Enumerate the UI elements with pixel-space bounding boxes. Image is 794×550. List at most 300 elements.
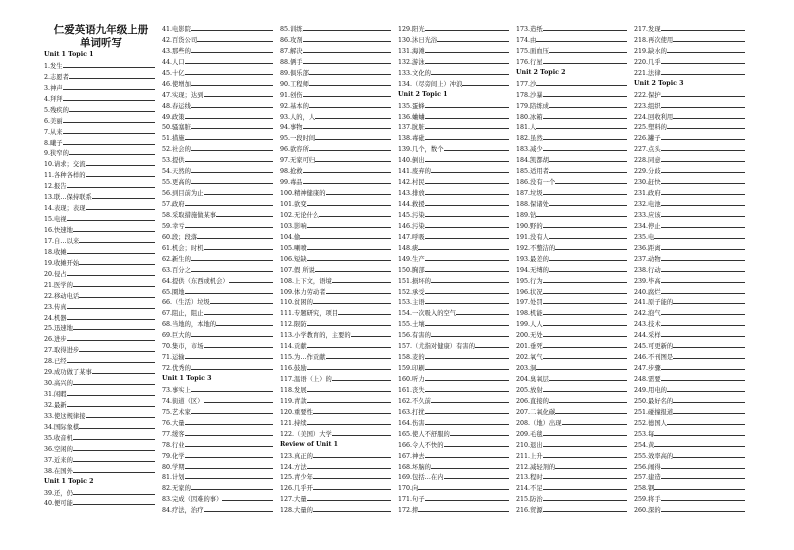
- answer-blank[interactable]: [425, 254, 509, 261]
- answer-blank[interactable]: [315, 133, 391, 140]
- answer-blank[interactable]: [73, 280, 155, 287]
- answer-blank[interactable]: [661, 462, 745, 469]
- answer-blank[interactable]: [67, 334, 155, 341]
- answer-blank[interactable]: [661, 254, 745, 261]
- answer-blank[interactable]: [555, 177, 627, 184]
- answer-blank[interactable]: [425, 287, 509, 294]
- answer-blank[interactable]: [549, 46, 627, 53]
- answer-blank[interactable]: [303, 166, 391, 173]
- answer-blank[interactable]: [303, 177, 391, 184]
- answer-blank[interactable]: [191, 166, 273, 173]
- answer-blank[interactable]: [185, 462, 273, 469]
- answer-blank[interactable]: [661, 319, 745, 326]
- vocab-label: 159.印刷: [398, 365, 425, 373]
- answer-blank[interactable]: [307, 396, 391, 403]
- answer-blank[interactable]: [543, 385, 627, 392]
- answer-blank[interactable]: [67, 389, 155, 396]
- answer-blank[interactable]: [673, 396, 745, 403]
- answer-blank[interactable]: [197, 232, 273, 239]
- answer-blank[interactable]: [307, 243, 391, 250]
- answer-blank[interactable]: [326, 188, 391, 195]
- vocab-item: [398, 232, 512, 243]
- vocab-item: [162, 276, 276, 287]
- answer-blank[interactable]: [191, 79, 273, 86]
- answer-blank[interactable]: [309, 68, 391, 75]
- vocab-label: 117.温语（上）的: [280, 376, 332, 383]
- answer-blank[interactable]: [543, 188, 627, 195]
- answer-blank[interactable]: [431, 68, 509, 75]
- vocab-label: 12.报告: [44, 183, 67, 191]
- answer-blank[interactable]: [667, 418, 745, 425]
- answer-blank[interactable]: [332, 429, 391, 436]
- vocab-label: 55.更高的: [162, 179, 191, 187]
- answer-blank[interactable]: [67, 269, 155, 276]
- answer-blank[interactable]: [425, 265, 509, 272]
- answer-blank[interactable]: [313, 472, 391, 479]
- answer-blank[interactable]: [92, 192, 155, 199]
- answer-blank[interactable]: [673, 451, 745, 458]
- answer-blank[interactable]: [191, 385, 273, 392]
- answer-blank[interactable]: [313, 297, 391, 304]
- vocab-label: 174.由: [516, 36, 537, 44]
- vocab-label: 102.无论什么: [280, 211, 320, 219]
- answer-blank[interactable]: [313, 407, 391, 414]
- answer-blank[interactable]: [351, 330, 391, 337]
- answer-blank[interactable]: [425, 199, 509, 206]
- answer-blank[interactable]: [191, 24, 273, 31]
- answer-blank[interactable]: [300, 232, 391, 239]
- answer-blank[interactable]: [462, 79, 509, 86]
- answer-blank[interactable]: [73, 444, 155, 451]
- vocab-item: [162, 188, 276, 199]
- answer-blank[interactable]: [543, 287, 627, 294]
- answer-blank[interactable]: [444, 472, 509, 479]
- answer-blank[interactable]: [661, 374, 745, 381]
- answer-blank[interactable]: [549, 199, 627, 206]
- answer-blank[interactable]: [549, 265, 627, 272]
- answer-blank[interactable]: [73, 498, 155, 505]
- vocab-item: [634, 429, 748, 440]
- vocab-item: [162, 166, 276, 177]
- answer-blank[interactable]: [67, 313, 155, 320]
- answer-blank[interactable]: [185, 133, 273, 140]
- answer-blank[interactable]: [536, 210, 627, 217]
- vocab-item: [280, 122, 394, 133]
- answer-blank[interactable]: [425, 133, 509, 140]
- vocab-label: 137.肮脏: [398, 124, 425, 132]
- answer-blank[interactable]: [191, 101, 273, 108]
- answer-blank[interactable]: [661, 133, 745, 140]
- answer-blank[interactable]: [210, 297, 273, 304]
- vocab-label: 181.人: [516, 124, 537, 132]
- vocab-label: 139.几个，数个: [398, 146, 444, 154]
- answer-blank[interactable]: [661, 221, 745, 228]
- answer-blank[interactable]: [661, 276, 745, 283]
- answer-blank[interactable]: [425, 188, 509, 195]
- answer-blank[interactable]: [303, 57, 391, 64]
- answer-blank[interactable]: [661, 494, 745, 501]
- answer-blank[interactable]: [425, 494, 509, 501]
- answer-blank[interactable]: [661, 308, 745, 315]
- vocab-label: 234.停止: [634, 222, 661, 230]
- answer-blank[interactable]: [67, 400, 155, 407]
- answer-blank[interactable]: [326, 352, 391, 359]
- answer-blank[interactable]: [307, 462, 391, 469]
- answer-blank[interactable]: [661, 144, 745, 151]
- answer-blank[interactable]: [549, 101, 627, 108]
- answer-blank[interactable]: [73, 433, 155, 440]
- answer-blank[interactable]: [444, 144, 509, 151]
- answer-blank[interactable]: [185, 68, 273, 75]
- answer-blank[interactable]: [204, 308, 273, 315]
- answer-blank[interactable]: [86, 203, 155, 210]
- vocab-item: [280, 396, 394, 407]
- answer-blank[interactable]: [86, 170, 155, 177]
- answer-blank[interactable]: [309, 101, 391, 108]
- answer-blank[interactable]: [313, 483, 391, 490]
- answer-blank[interactable]: [191, 254, 273, 261]
- answer-blank[interactable]: [185, 472, 273, 479]
- answer-blank[interactable]: [654, 440, 745, 447]
- answer-blank[interactable]: [92, 367, 155, 374]
- answer-blank[interactable]: [425, 352, 509, 359]
- answer-blank[interactable]: [549, 232, 627, 239]
- answer-blank[interactable]: [543, 276, 627, 283]
- vocab-label: 27.取得进步: [44, 347, 80, 355]
- answer-blank[interactable]: [661, 155, 745, 162]
- answer-blank[interactable]: [543, 341, 627, 348]
- vocab-item: [280, 199, 394, 210]
- answer-blank[interactable]: [425, 46, 509, 53]
- answer-blank[interactable]: [661, 243, 745, 250]
- answer-blank[interactable]: [425, 122, 509, 129]
- answer-blank[interactable]: [307, 385, 391, 392]
- answer-blank[interactable]: [425, 418, 509, 425]
- answer-blank[interactable]: [86, 411, 155, 418]
- vocab-label: 227.点头: [634, 146, 661, 154]
- answer-blank[interactable]: [67, 247, 155, 254]
- answer-blank[interactable]: [204, 505, 273, 512]
- answer-blank[interactable]: [204, 243, 273, 250]
- answer-blank[interactable]: [332, 276, 391, 283]
- answer-blank[interactable]: [63, 94, 155, 101]
- answer-blank[interactable]: [73, 455, 155, 462]
- vocab-label: 131.海滩: [398, 47, 425, 55]
- answer-blank[interactable]: [319, 210, 391, 217]
- answer-blank[interactable]: [543, 221, 627, 228]
- answer-blank[interactable]: [543, 505, 627, 512]
- answer-blank[interactable]: [204, 90, 273, 97]
- answer-blank[interactable]: [191, 177, 273, 184]
- answer-blank[interactable]: [307, 221, 391, 228]
- answer-blank[interactable]: [673, 297, 745, 304]
- answer-blank[interactable]: [536, 79, 627, 86]
- answer-blank[interactable]: [673, 341, 745, 348]
- answer-blank[interactable]: [303, 24, 391, 31]
- answer-blank[interactable]: [661, 265, 745, 272]
- answer-blank[interactable]: [425, 374, 509, 381]
- answer-blank[interactable]: [338, 308, 391, 315]
- answer-blank[interactable]: [425, 112, 509, 119]
- answer-blank[interactable]: [661, 330, 745, 337]
- answer-blank[interactable]: [418, 483, 509, 490]
- vocab-label: 155.土壤: [398, 321, 425, 329]
- vocab-item: [280, 144, 394, 155]
- answer-blank[interactable]: [326, 287, 391, 294]
- answer-blank[interactable]: [303, 46, 391, 53]
- answer-blank[interactable]: [307, 341, 391, 348]
- answer-blank[interactable]: [425, 24, 509, 31]
- answer-blank[interactable]: [673, 352, 745, 359]
- answer-blank[interactable]: [673, 35, 745, 42]
- page-subtitle: 单词听写: [80, 37, 122, 49]
- answer-blank[interactable]: [543, 451, 627, 458]
- answer-blank[interactable]: [543, 90, 627, 97]
- vocab-label: 34.国际象棋: [44, 423, 80, 431]
- answer-blank[interactable]: [216, 319, 273, 326]
- answer-blank[interactable]: [67, 356, 155, 363]
- answer-blank[interactable]: [185, 429, 273, 436]
- answer-blank[interactable]: [191, 122, 273, 129]
- answer-blank[interactable]: [229, 276, 273, 283]
- vocab-item: [398, 265, 512, 276]
- vocab-label: 115.为…作贡献: [280, 354, 326, 362]
- answer-blank[interactable]: [185, 199, 273, 206]
- vocab-item: [398, 308, 512, 319]
- answer-blank[interactable]: [661, 210, 745, 217]
- answer-blank[interactable]: [425, 210, 509, 217]
- answer-blank[interactable]: [191, 144, 273, 151]
- answer-blank[interactable]: [555, 407, 627, 414]
- answer-blank[interactable]: [73, 466, 155, 473]
- vocab-item: [44, 170, 158, 181]
- answer-blank[interactable]: [543, 144, 627, 151]
- answer-blank[interactable]: [307, 363, 391, 370]
- answer-blank[interactable]: [654, 429, 745, 436]
- answer-blank[interactable]: [185, 112, 273, 119]
- answer-blank[interactable]: [661, 472, 745, 479]
- answer-blank[interactable]: [444, 440, 509, 447]
- answer-blank[interactable]: [431, 462, 509, 469]
- answer-blank[interactable]: [204, 188, 273, 195]
- answer-blank[interactable]: [425, 319, 509, 326]
- answer-blank[interactable]: [204, 396, 273, 403]
- answer-blank[interactable]: [543, 440, 627, 447]
- answer-blank[interactable]: [313, 451, 391, 458]
- answer-blank[interactable]: [67, 181, 155, 188]
- answer-blank[interactable]: [431, 276, 509, 283]
- answer-blank[interactable]: [69, 105, 155, 112]
- answer-blank[interactable]: [185, 451, 273, 458]
- answer-blank[interactable]: [222, 494, 273, 501]
- answer-blank[interactable]: [425, 221, 509, 228]
- answer-blank[interactable]: [303, 35, 391, 42]
- answer-blank[interactable]: [425, 451, 509, 458]
- answer-blank[interactable]: [536, 35, 627, 42]
- answer-blank[interactable]: [456, 308, 509, 315]
- answer-blank[interactable]: [79, 236, 155, 243]
- answer-blank[interactable]: [315, 155, 391, 162]
- answer-blank[interactable]: [536, 363, 627, 370]
- answer-blank[interactable]: [315, 265, 391, 272]
- answer-blank[interactable]: [673, 407, 745, 414]
- answer-blank[interactable]: [667, 122, 745, 129]
- answer-blank[interactable]: [549, 155, 627, 162]
- answer-blank[interactable]: [185, 221, 273, 228]
- answer-blank[interactable]: [185, 57, 273, 64]
- answer-blank[interactable]: [191, 265, 273, 272]
- answer-blank[interactable]: [450, 429, 509, 436]
- vocab-item: [516, 341, 630, 352]
- vocab-label: 211.上升: [516, 452, 543, 460]
- answer-blank[interactable]: [307, 199, 391, 206]
- answer-blank[interactable]: [543, 352, 627, 359]
- answer-blank[interactable]: [661, 199, 745, 206]
- answer-blank[interactable]: [185, 418, 273, 425]
- answer-blank[interactable]: [667, 385, 745, 392]
- answer-blank[interactable]: [63, 127, 155, 134]
- answer-blank[interactable]: [73, 225, 155, 232]
- answer-blank[interactable]: [549, 166, 627, 173]
- answer-blank[interactable]: [185, 155, 273, 162]
- answer-blank[interactable]: [307, 494, 391, 501]
- answer-blank[interactable]: [661, 166, 745, 173]
- answer-blank[interactable]: [661, 90, 745, 97]
- answer-blank[interactable]: [661, 177, 745, 184]
- answer-blank[interactable]: [191, 330, 273, 337]
- answer-blank[interactable]: [204, 341, 273, 348]
- answer-blank[interactable]: [543, 308, 627, 315]
- answer-blank[interactable]: [543, 133, 627, 140]
- answer-blank[interactable]: [425, 407, 509, 414]
- answer-blank[interactable]: [543, 472, 627, 479]
- answer-blank[interactable]: [536, 122, 627, 129]
- answer-blank[interactable]: [543, 494, 627, 501]
- vocab-item: [634, 144, 748, 155]
- answer-blank[interactable]: [661, 57, 745, 64]
- answer-blank[interactable]: [191, 363, 273, 370]
- answer-blank[interactable]: [661, 287, 745, 294]
- answer-blank[interactable]: [303, 90, 391, 97]
- answer-blank[interactable]: [549, 374, 627, 381]
- answer-blank[interactable]: [309, 79, 391, 86]
- answer-blank[interactable]: [313, 505, 391, 512]
- answer-blank[interactable]: [437, 35, 509, 42]
- answer-blank[interactable]: [425, 57, 509, 64]
- answer-blank[interactable]: [549, 254, 627, 261]
- answer-blank[interactable]: [63, 138, 155, 145]
- answer-blank[interactable]: [543, 297, 627, 304]
- answer-blank[interactable]: [79, 422, 155, 429]
- answer-blank[interactable]: [418, 243, 509, 250]
- answer-blank[interactable]: [303, 122, 391, 129]
- answer-blank[interactable]: [191, 46, 273, 53]
- answer-blank[interactable]: [332, 374, 391, 381]
- answer-blank[interactable]: [555, 462, 627, 469]
- vocab-item: [44, 422, 158, 433]
- answer-blank[interactable]: [543, 24, 627, 31]
- vocab-item: [280, 112, 394, 123]
- answer-blank[interactable]: [431, 396, 509, 403]
- answer-blank[interactable]: [654, 232, 745, 239]
- answer-blank[interactable]: [185, 287, 273, 294]
- answer-blank[interactable]: [425, 177, 509, 184]
- answer-blank[interactable]: [543, 483, 627, 490]
- answer-blank[interactable]: [431, 330, 509, 337]
- vocab-item: [162, 243, 276, 254]
- answer-blank[interactable]: [431, 166, 509, 173]
- answer-blank[interactable]: [63, 83, 155, 90]
- vocab-label: 114.贡献: [280, 343, 307, 351]
- answer-blank[interactable]: [69, 148, 155, 155]
- answer-blank[interactable]: [661, 363, 745, 370]
- answer-blank[interactable]: [79, 291, 155, 298]
- answer-blank[interactable]: [667, 46, 745, 53]
- answer-blank[interactable]: [307, 254, 391, 261]
- vocab-label: 13.联…保持联系: [44, 194, 92, 202]
- answer-blank[interactable]: [79, 345, 155, 352]
- answer-blank[interactable]: [661, 101, 745, 108]
- answer-blank[interactable]: [63, 61, 155, 68]
- vocab-item: [516, 166, 630, 177]
- answer-blank[interactable]: [191, 407, 273, 414]
- answer-blank[interactable]: [86, 159, 155, 166]
- answer-blank[interactable]: [543, 112, 627, 119]
- answer-blank[interactable]: [562, 418, 627, 425]
- answer-blank[interactable]: [425, 232, 509, 239]
- answer-blank[interactable]: [661, 68, 745, 75]
- answer-blank[interactable]: [73, 488, 155, 495]
- vocab-label: 60.段；段落: [162, 233, 198, 241]
- answer-blank[interactable]: [661, 24, 745, 31]
- answer-blank[interactable]: [661, 505, 745, 512]
- answer-blank[interactable]: [543, 330, 627, 337]
- answer-blank[interactable]: [418, 505, 509, 512]
- answer-blank[interactable]: [69, 72, 155, 79]
- answer-blank[interactable]: [425, 385, 509, 392]
- answer-blank[interactable]: [185, 440, 273, 447]
- answer-blank[interactable]: [475, 341, 509, 348]
- answer-blank[interactable]: [549, 396, 627, 403]
- answer-blank[interactable]: [425, 155, 509, 162]
- answer-blank[interactable]: [425, 101, 509, 108]
- answer-blank[interactable]: [73, 323, 155, 330]
- answer-blank[interactable]: [543, 319, 627, 326]
- answer-blank[interactable]: [543, 57, 627, 64]
- vocab-item: [162, 494, 276, 505]
- answer-blank[interactable]: [543, 429, 627, 436]
- answer-blank[interactable]: [216, 210, 273, 217]
- answer-blank[interactable]: [309, 144, 391, 151]
- answer-blank[interactable]: [654, 483, 745, 490]
- answer-blank[interactable]: [673, 112, 745, 119]
- answer-blank[interactable]: [555, 243, 627, 250]
- answer-blank[interactable]: [197, 35, 273, 42]
- answer-blank[interactable]: [315, 112, 391, 119]
- answer-blank[interactable]: [73, 378, 155, 385]
- answer-blank[interactable]: [63, 116, 155, 123]
- answer-blank[interactable]: [185, 352, 273, 359]
- answer-blank[interactable]: [67, 214, 155, 221]
- answer-blank[interactable]: [79, 258, 155, 265]
- answer-blank[interactable]: [661, 188, 745, 195]
- answer-blank[interactable]: [425, 363, 509, 370]
- answer-blank[interactable]: [307, 319, 391, 326]
- answer-blank[interactable]: [307, 418, 391, 425]
- answer-blank[interactable]: [425, 297, 509, 304]
- answer-blank[interactable]: [67, 302, 155, 309]
- answer-blank[interactable]: [191, 483, 273, 490]
